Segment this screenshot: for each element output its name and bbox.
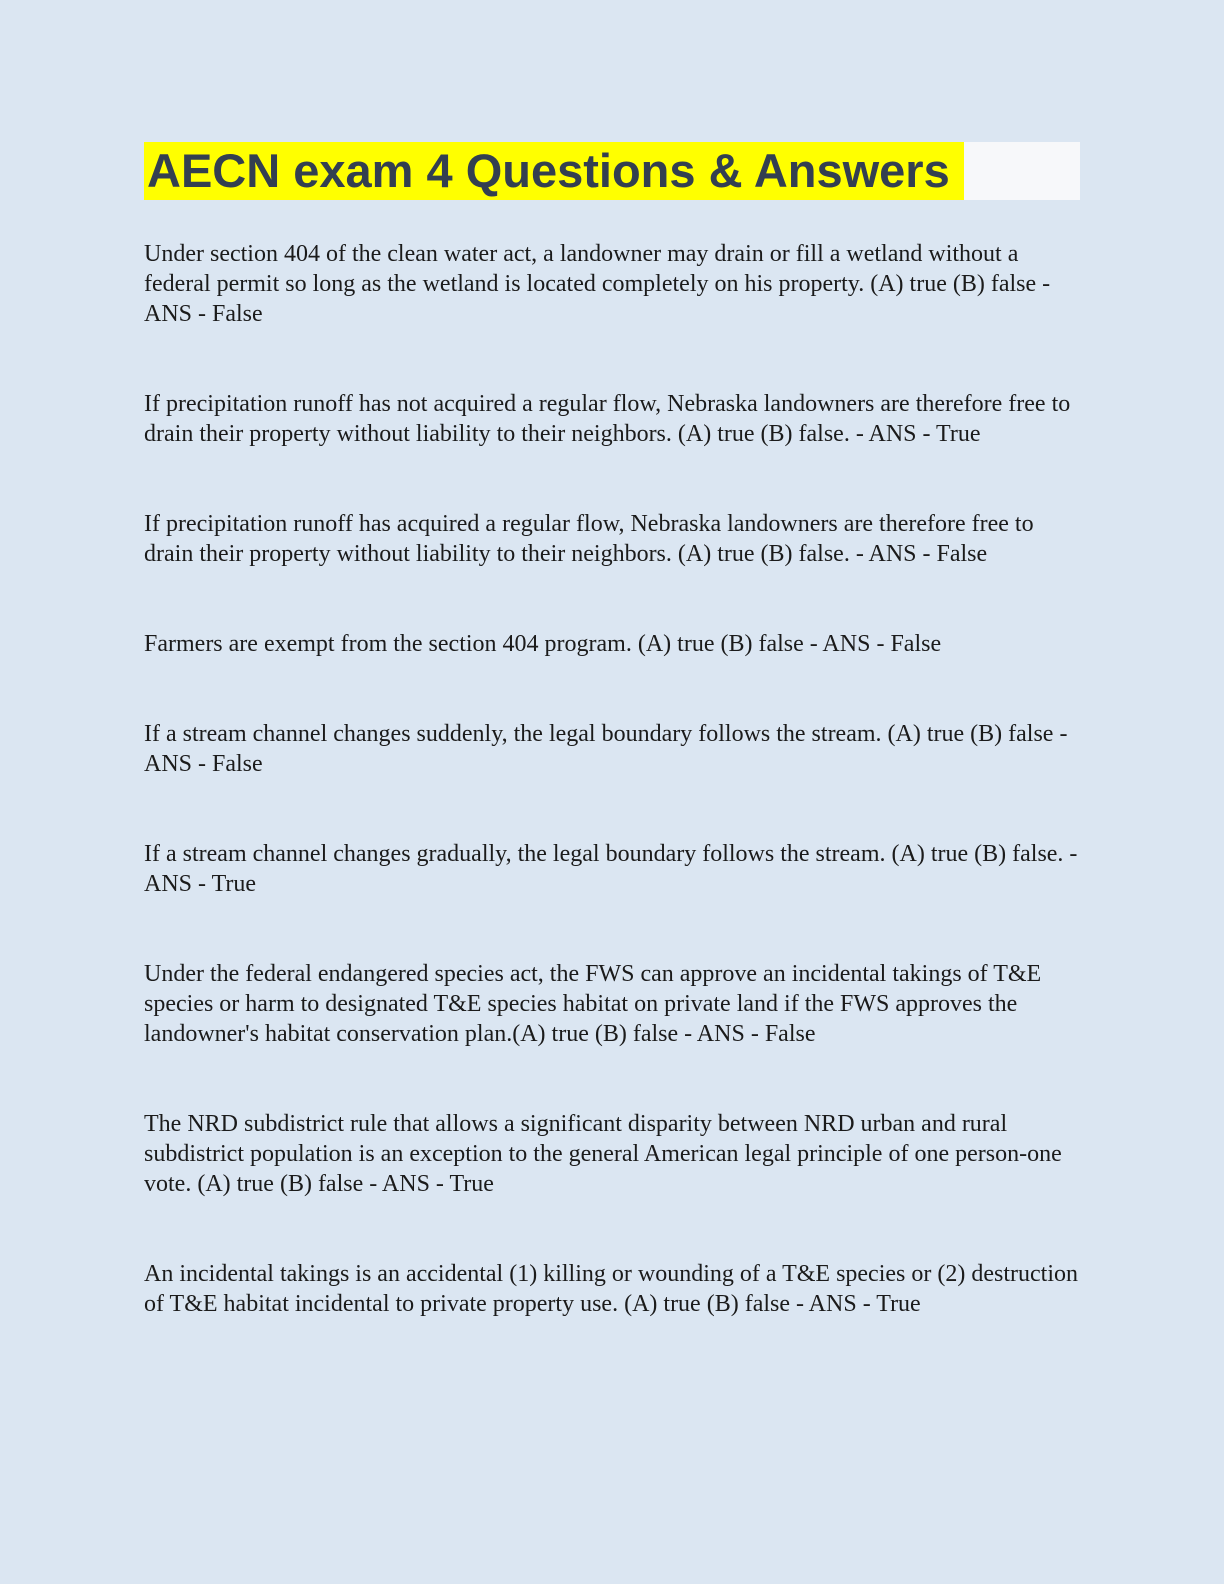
redacted-area [964,142,1080,200]
qa-item: If a stream channel changes gradually, the legal boundary follows the stream. (A) true (B) false. - ANS - True [144,841,1078,897]
page-title: AECN exam 4 Questions & Answers [144,142,964,200]
qa-item: Under section 404 of the clean water act, a landowner may drain or fill a wetland without a federal permit so long as the wetland is located completely on his property. (A) true (B) false - ANS - False [144,241,1051,327]
document-page [144,142,1080,1379]
qa-item: Farmers are exempt from the section 404 program. (A) true (B) false - ANS - False [144,631,942,657]
title-row [144,142,1080,200]
qa-item: If a stream channel changes suddenly, the legal boundary follows the stream. (A) true (B) false - ANS - False [144,721,1068,777]
qa-item: The NRD subdistrict rule that allows a significant disparity between NRD urban and rural subdistrict population is an exception to the general American legal principle of one person-one vote. (A) true (B) false - ANS - True [144,1111,1062,1197]
qa-item: An incidental takings is an accidental (1) killing or wounding of a T&E species or (2) destruction of T&E habitat incidental to private property use. (A) true (B) false - ANS - True [144,1261,1078,1317]
qa-item: If precipitation runoff has not acquired a regular flow, Nebraska landowners are therefore free to drain their property without liability to their neighbors. (A) true (B) false. - ANS - True [144,391,1071,447]
qa-item: Under the federal endangered species act, the FWS can approve an incidental takings of T&E species or harm to designated T&E species habitat on private land if the FWS approves the landowner's habitat conservation plan.(A) true (B) false - ANS - False [144,961,1042,1047]
qa-item: If precipitation runoff has acquired a regular flow, Nebraska landowners are therefore free to drain their property without liability to their neighbors. (A) true (B) false. - ANS - False [144,511,1034,567]
qa-list [144,239,1080,1319]
